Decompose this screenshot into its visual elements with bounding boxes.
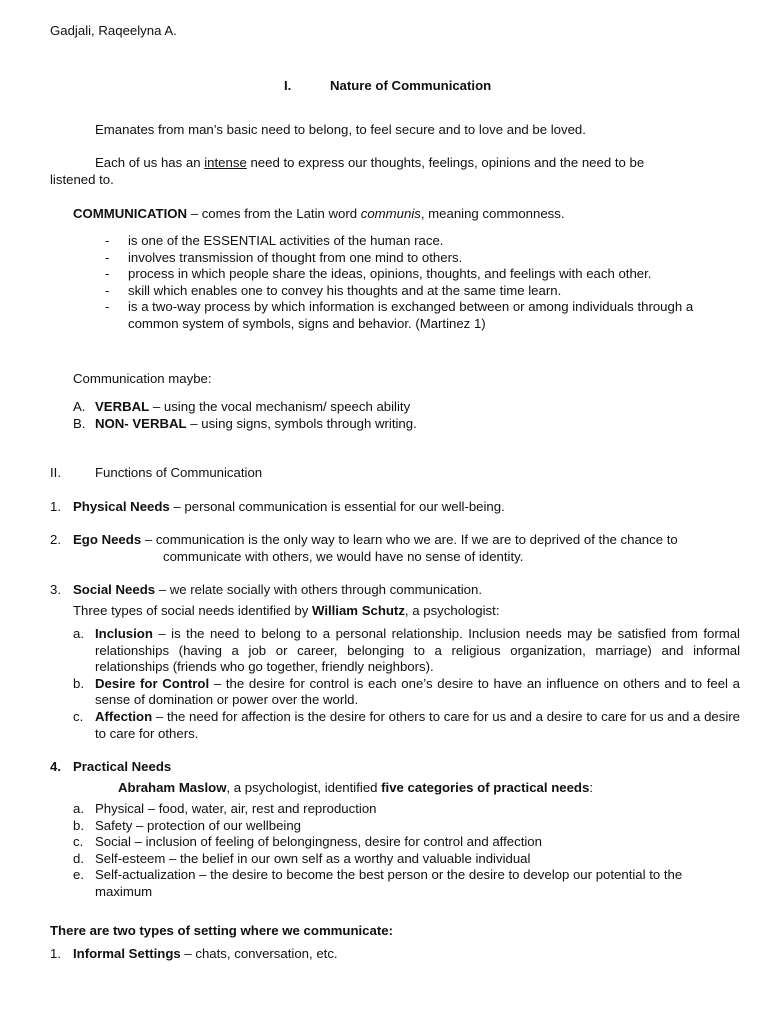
schutz-intro: Three types of social needs identified by William Schutz, a psychologist:: [73, 603, 500, 618]
bullet-dash: -: [105, 299, 110, 315]
list-item: - skill which enables one to convey his thoughts and at the same time learn.: [105, 282, 562, 298]
paragraph-express-cont: listened to.: [50, 172, 114, 187]
setting-informal: 1. Informal Settings – chats, conversation, etc.: [50, 946, 338, 961]
bullet-dash: -: [105, 282, 110, 298]
list-item: c. Affection – the need for affection is the desire for others to care for us and a desire to care for us and a desire to care for others.: [73, 708, 740, 741]
definition-term: COMMUNICATION: [73, 206, 188, 221]
list-item: - is a two-way process by which information is exchanged between or among individuals through a common system of symbols, signs and behavior. (Martinez 1): [105, 299, 694, 331]
list-item: b. Desire for Control – the desire for control is each one’s desire to have an influence on others and to feel a sense of domination or power over the world.: [73, 675, 741, 708]
list-item: - process in which people share the ideas, opinions, thoughts, and feelings with each other.: [105, 266, 652, 282]
section-1-title: Nature of Communication: [330, 78, 492, 93]
list-item: - involves transmission of thought from one mind to others.: [105, 249, 463, 265]
bullet-dash: -: [105, 266, 110, 282]
underlined-word: intense: [204, 155, 247, 170]
type-nonverbal: B. NON- VERBAL – using signs, symbols through writing.: [73, 416, 417, 431]
section-2-numeral: II.: [50, 465, 61, 480]
need-ego-cont: communicate with others, we would have no sense of identity.: [163, 549, 524, 564]
communication-maybe-intro: Communication maybe:: [73, 371, 212, 386]
latin-word: communis: [360, 206, 421, 221]
section-1-numeral: I.: [284, 78, 292, 93]
need-ego: 2. Ego Needs – communication is the only way to learn who we are. If we are to deprived of the chance to: [50, 532, 678, 547]
communication-definition: COMMUNICATION – comes from the Latin word communis, meaning commonness.: [73, 206, 565, 221]
list-item: - is one of the ESSENTIAL activities of the human race.: [105, 233, 444, 248]
list-item: d. Self-esteem – the belief in our own self as a worthy and valuable individual: [73, 850, 531, 866]
paragraph-belong: Emanates from man’s basic need to belong, to feel secure and to love and be loved.: [95, 122, 586, 137]
need-physical: 1. Physical Needs – personal communication is essential for our well-being.: [50, 499, 505, 514]
definition-bullet-list: [105, 233, 740, 333]
author-name: Gadjali, Raqeelyna A.: [50, 23, 177, 38]
section-2-title: Functions of Communication: [95, 465, 263, 480]
type-verbal: A. VERBAL – using the vocal mechanism/ speech ability: [73, 399, 411, 414]
maslow-intro: Abraham Maslow, a psychologist, identified five categories of practical needs:: [118, 780, 593, 795]
bullet-dash: -: [105, 233, 110, 248]
maslow-list: [73, 801, 740, 901]
bullet-dash: -: [105, 249, 110, 265]
social-needs-list: [73, 626, 740, 742]
list-item: e. Self-actualization – the desire to become the best person or the desire to develop our potential to the maximum: [73, 867, 683, 899]
list-item: b. Safety – protection of our wellbeing: [73, 817, 301, 833]
need-practical: 4. Practical Needs: [50, 759, 172, 774]
need-social: 3. Social Needs – we relate socially with others through communication.: [50, 582, 483, 597]
list-item: a. Physical – food, water, air, rest and reproduction: [73, 801, 377, 816]
settings-heading: There are two types of setting where we communicate:: [50, 923, 393, 938]
list-item: a. Inclusion – is the need to belong to a personal relationship. Inclusion needs may be satisfied from formal relationships (having a job or career, belonging to a religious organization, marriage) and informal relationships (friends who go together, friendly neighbors).: [73, 626, 740, 675]
paragraph-express: Each of us has an intense need to express our thoughts, feelings, opinions and the need to be: [95, 155, 645, 170]
list-item: c. Social – inclusion of feeling of belongingness, desire for control and affection: [73, 834, 542, 850]
